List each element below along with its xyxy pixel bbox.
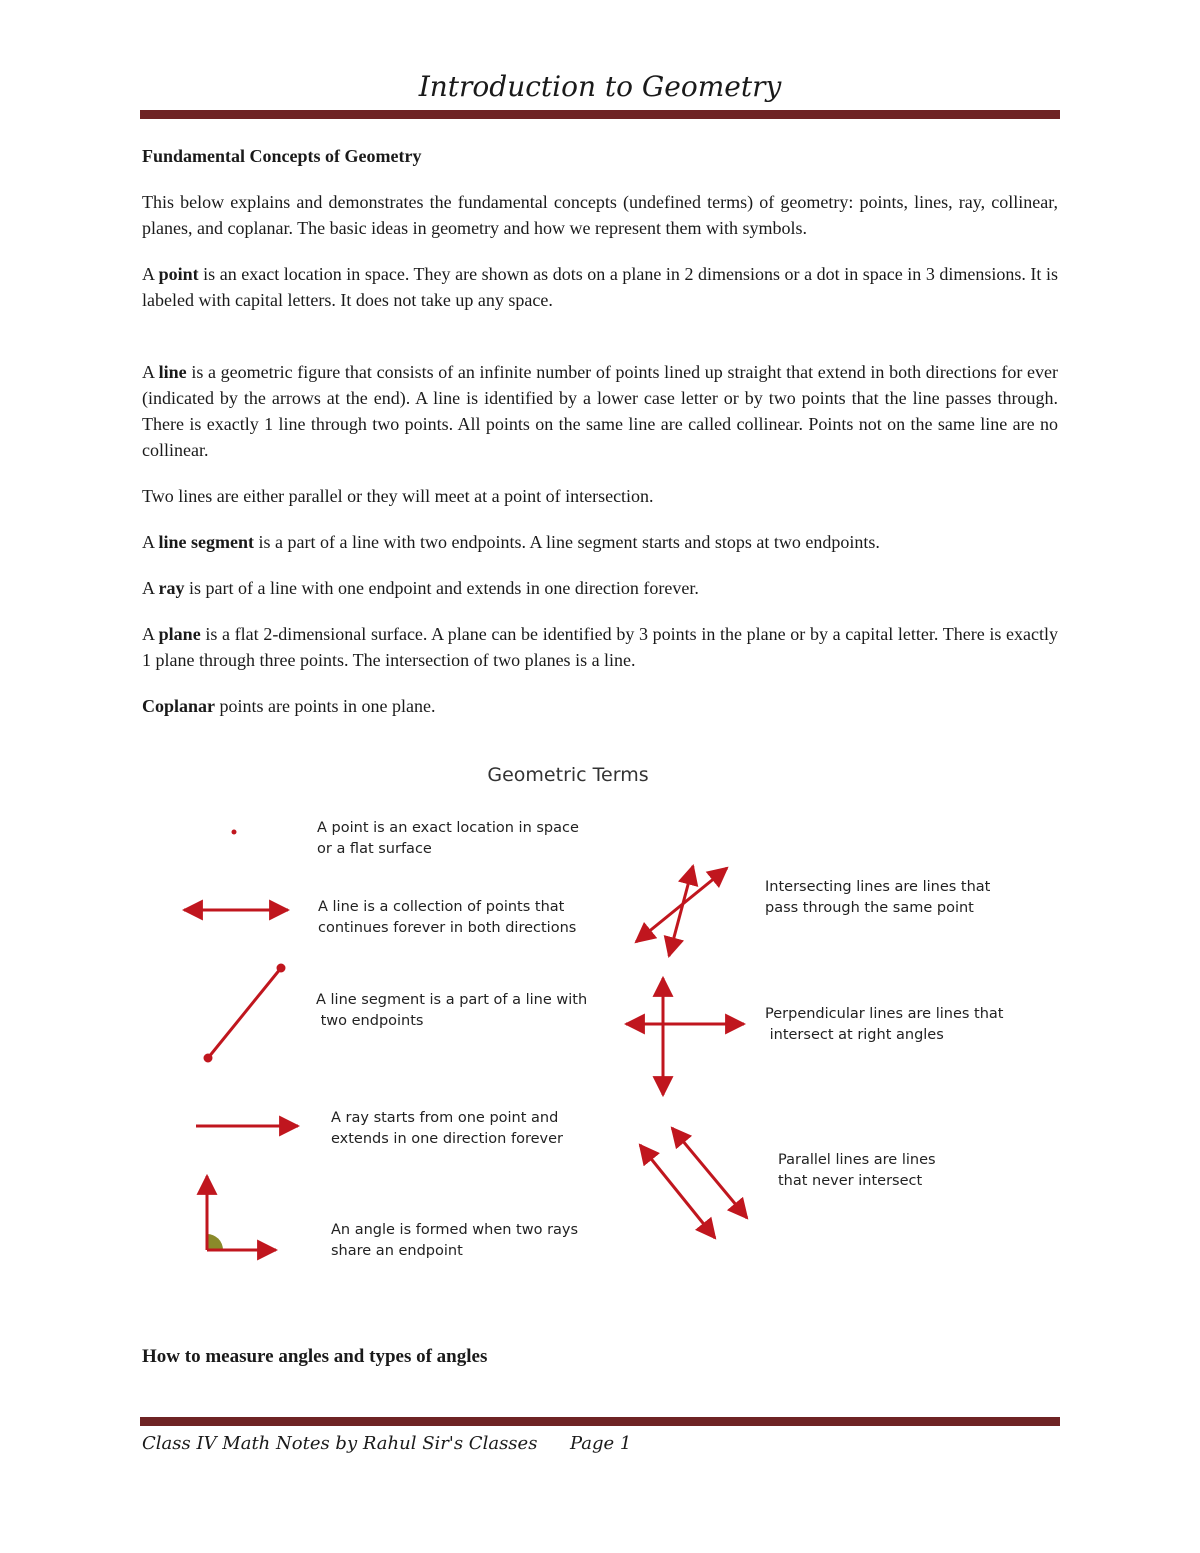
parallel-line-icon — [672, 1128, 747, 1218]
label-line: A line segment is a part of a line with — [316, 992, 588, 1008]
line-definition — [142, 359, 1058, 463]
term-point: point — [158, 264, 199, 284]
article: A — [142, 264, 159, 284]
label-line: An angle is formed when two rays — [331, 1222, 579, 1238]
segment-definition — [142, 529, 1058, 555]
label-line: continues forever in both directions — [318, 920, 577, 936]
label-line: Parallel lines are lines — [778, 1152, 936, 1168]
term-coplanar: Coplanar — [142, 696, 216, 716]
intro-paragraph: This below explains and demonstrates the fundamental concepts (undefined terms) of geometry: points, lines, ray, collinear, planes, and coplanar. The basic ideas in geometry and how we represent them with symbols. — [142, 192, 1058, 238]
two-lines-paragraph: Two lines are either parallel or they will meet at a point of intersection. — [142, 486, 654, 506]
term-line: line — [158, 362, 187, 382]
label-line: Intersecting lines are lines that — [765, 879, 991, 895]
segment-endpoint — [205, 1055, 211, 1061]
definition-text: is a part of a line with two endpoints. A line segment starts and stops at two endpoints. — [254, 532, 880, 552]
figure-title: Geometric Terms — [487, 764, 649, 786]
article: A — [142, 532, 159, 552]
coplanar-definition — [142, 693, 1058, 719]
label-line: intersect at right angles — [765, 1027, 944, 1043]
geometric-terms-figure — [150, 760, 1050, 1280]
point-definition — [142, 261, 1058, 313]
term-line-segment: line segment — [158, 532, 254, 552]
label-line: that never intersect — [778, 1173, 923, 1189]
document-body — [142, 143, 1058, 739]
label-line: A point is an exact location in space — [317, 820, 579, 836]
label-line: pass through the same point — [765, 900, 974, 916]
article: A — [142, 362, 159, 382]
article: A — [142, 624, 159, 644]
footer-credit: Class IV Math Notes by Rahul Sir's Classes — [142, 1433, 538, 1454]
label-line: extends in one direction forever — [331, 1131, 563, 1147]
page-footer — [142, 1433, 632, 1454]
angles-section-heading: How to measure angles and types of angles — [142, 1346, 488, 1367]
footer-rule — [140, 1417, 1060, 1426]
article: A — [142, 578, 159, 598]
parallel-label — [778, 1150, 936, 1192]
definition-text: is a geometric figure that consists of an infinite number of points lined up straight that extend in both directions for ever (indicated by the arrows at the end). A line is identified by a lower case letter or by two points that the line passes through. There is exactly 1 line through two points. All points on the same line are called collinear. Points not on the same line are no collinear. — [142, 362, 1058, 460]
header-rule — [140, 110, 1060, 119]
label-line: Perpendicular lines are lines that — [765, 1006, 1004, 1022]
term-plane: plane — [158, 624, 201, 644]
label-line: two endpoints — [316, 1013, 424, 1029]
line-label — [318, 897, 576, 939]
definition-text: points are points in one plane. — [215, 696, 436, 716]
term-ray: ray — [158, 578, 185, 598]
segment-icon — [208, 968, 281, 1058]
label-line: or a flat surface — [317, 841, 432, 857]
definition-text: is part of a line with one endpoint and extends in one direction forever. — [184, 578, 699, 598]
section-heading: Fundamental Concepts of Geometry — [142, 146, 422, 166]
intersecting-label — [765, 877, 990, 919]
segment-endpoint — [278, 965, 284, 971]
angle-label — [331, 1220, 578, 1262]
perpendicular-label — [765, 1004, 1003, 1046]
label-line: share an endpoint — [331, 1243, 463, 1259]
parallel-line-icon — [640, 1145, 715, 1238]
label-line: A line is a collection of points that — [318, 899, 565, 915]
point-icon — [232, 830, 237, 835]
label-line: A ray starts from one point and — [331, 1110, 559, 1126]
intersecting-line-icon — [636, 868, 727, 942]
ray-label — [331, 1108, 563, 1150]
angle-arc-icon — [207, 1234, 223, 1250]
page-number: Page 1 — [570, 1433, 632, 1454]
page-title: Introduction to Geometry — [418, 70, 782, 103]
spacer — [142, 333, 1058, 359]
definition-text: is a flat 2-dimensional surface. A plane can be identified by 3 points in the plane or by a capital letter. There is exactly 1 plane through three points. The intersection of two planes is a line. — [142, 624, 1058, 670]
ray-definition — [142, 575, 1058, 601]
segment-label — [316, 990, 587, 1032]
point-label — [317, 818, 579, 860]
definition-text: is an exact location in space. They are shown as dots on a plane in 2 dimensions or a dot in space in 3 dimensions. It is labeled with capital letters. It does not take up any space. — [142, 264, 1058, 310]
plane-definition — [142, 621, 1058, 673]
